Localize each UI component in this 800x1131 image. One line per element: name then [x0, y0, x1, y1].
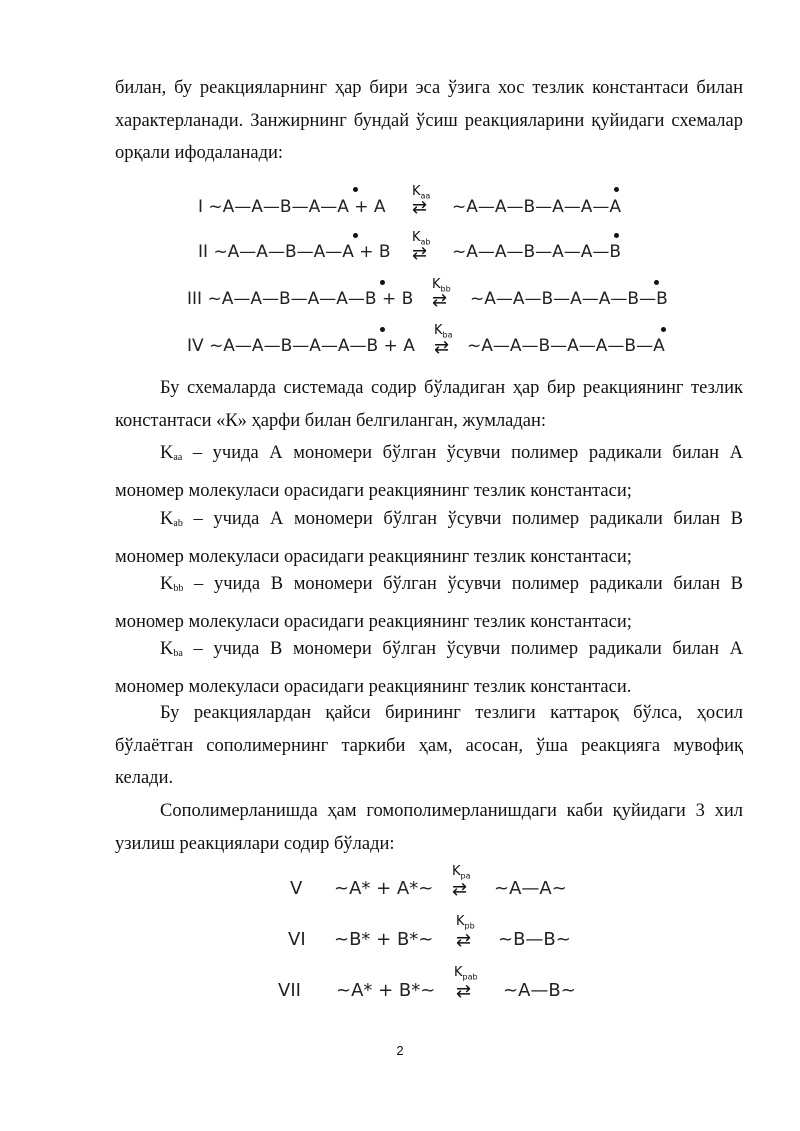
equilibrium-arrows-icon: ⇄: [434, 337, 450, 358]
reaction-IV-left: [187, 336, 415, 356]
reaction-VI-product: ~B—B~: [498, 929, 571, 950]
rate-constant-label: $K_{pb}$: [456, 914, 475, 931]
reaction-VI-number: VI: [288, 929, 306, 950]
reaction-VII-product: ~A—B~: [503, 980, 576, 1001]
reaction-I-left: [198, 197, 386, 217]
page-number: 2: [396, 1043, 404, 1058]
radical-dot-icon: [380, 327, 385, 332]
radical-dot-icon: [661, 327, 666, 332]
rate-constant-label: $K_{aa}$: [412, 184, 431, 201]
rate-constant-label: $K_{pa}$: [452, 864, 471, 881]
reaction-I-product: ~A—A—B—A—A—A: [452, 197, 622, 217]
reaction-III-product: ~A—A—B—A—A—B—B: [470, 289, 668, 309]
equilibrium-arrows-icon: ⇄: [456, 981, 472, 1002]
definition-kaa: $K_{aa}$ – учида А мономери бўлган ўсувчи полимер радикали билан А мономер молекуласи орасидаги реакциянинг тезлик константаси;: [115, 443, 743, 501]
radical-dot-icon: [654, 280, 659, 285]
equilibrium-arrows-icon: ⇄: [412, 243, 428, 264]
rate-constant-label: $K_{ba}$: [434, 323, 453, 340]
reaction-number: I: [198, 197, 204, 217]
equilibrium-arrows-icon: ⇄: [432, 290, 448, 311]
schemes-paragraph: Бу схемаларда системада содир бўладиган ҳар бир реакциянинг тезлик константаси «К» ҳарфи билан белгиланган, жумладан:: [115, 378, 743, 431]
reaction-VII-reactants: ~A* + B*~: [336, 980, 436, 1001]
reaction-VI-reactants: ~B* + B*~: [334, 929, 434, 950]
reaction-reactants: ~A—A—B—A—A—B + B: [207, 289, 414, 309]
definition-kbb: $K_{bb}$ – учида В мономери бўлган ўсувчи полимер радикали билан В мономер молекуласи орасидаги реакциянинг тезлик константаси;: [115, 574, 743, 632]
definition-kba: $K_{ba}$ – учида В мономери бўлган ўсувчи полимер радикали билан А мономер молекуласи орасидаги реакциянинг тезлик константаси.: [115, 639, 743, 697]
intro-paragraph: билан, бу реакцияларнинг ҳар бири эса ўзига хос тезлик константаси билан характерланади. Занжирнинг бундай ўсиш реакцияларини қуйидаги схемалар орқали ифодаланади:: [115, 78, 743, 163]
rate-constant-label: $K_{bb}$: [432, 277, 451, 294]
reaction-reactants: ~A—A—B—A—A—B + A: [209, 336, 415, 356]
reaction-II-left: [198, 242, 391, 262]
reaction-V-reactants: ~A* + A*~: [334, 878, 434, 899]
reaction-VII-number: VII: [278, 980, 301, 1001]
rate-paragraph: Бу реакциялардан қайси бирининг тезлиги каттароқ бўлса, ҳосил бўлаётган сополимернинг таркиби ҳам, асосан, ўша реакцияга мувофиқ келади.: [115, 703, 743, 788]
reaction-V-number: V: [290, 878, 303, 899]
rate-constant-label: $K_{pab}$: [454, 965, 478, 982]
equilibrium-arrows-icon: ⇄: [412, 197, 428, 218]
definition-kab: $K_{ab}$ – учида А мономери бўлган ўсувчи полимер радикали билан В мономер молекуласи орасидаги реакциянинг тезлик константаси;: [115, 509, 743, 567]
reaction-number: II: [198, 242, 209, 262]
radical-dot-icon: [353, 187, 358, 192]
rate-constant-label: $K_{ab}$: [412, 230, 431, 247]
reaction-reactants: ~A—A—B—A—A + B: [213, 242, 391, 262]
reaction-number: IV: [187, 336, 204, 356]
radical-dot-icon: [614, 233, 619, 238]
reaction-III-left: [187, 289, 413, 309]
radical-dot-icon: [614, 187, 619, 192]
reaction-V-product: ~A—A~: [494, 878, 567, 899]
radical-dot-icon: [353, 233, 358, 238]
reaction-number: III: [187, 289, 203, 309]
reaction-II-product: ~A—A—B—A—A—B: [452, 242, 622, 262]
reaction-IV-product: ~A—A—B—A—A—B—A: [467, 336, 665, 356]
reaction-reactants: ~A—A—B—A—A + A: [208, 197, 386, 217]
equilibrium-arrows-icon: ⇄: [456, 930, 472, 951]
termination-intro-paragraph: Сополимерланишда ҳам гомополимерланишдаги каби қуйидаги 3 хил узилиш реакциялари содир бўлади:: [115, 801, 743, 854]
equilibrium-arrows-icon: ⇄: [452, 879, 468, 900]
radical-dot-icon: [380, 280, 385, 285]
